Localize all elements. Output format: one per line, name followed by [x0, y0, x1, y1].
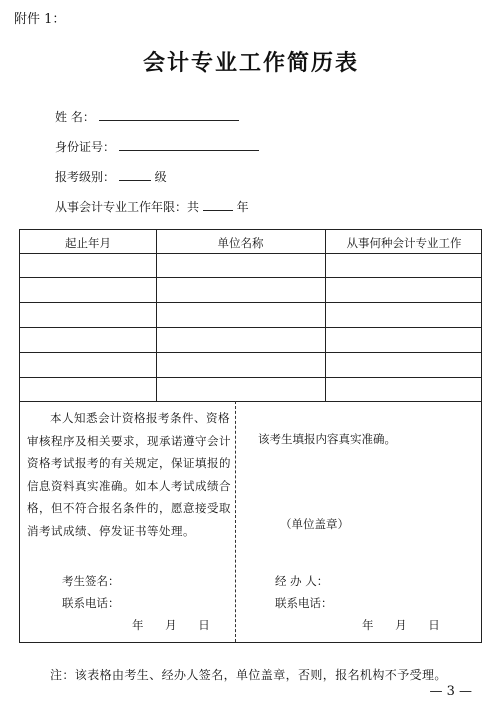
id-field [55, 138, 259, 155]
years-label: 从事会计专业工作年限：共 [55, 200, 200, 214]
page-number: — 3 — [429, 684, 472, 699]
employer-confirmation: 该考生填报内容真实准确。 [258, 432, 396, 446]
candidate-phone-label: 联系电话： [62, 596, 120, 610]
level-input-line[interactable] [119, 169, 151, 181]
name-field [55, 108, 239, 125]
declaration-box [19, 401, 482, 643]
employer-seal: （单位盖章） [280, 517, 349, 531]
years-suffix: 年 [236, 200, 249, 214]
column-divider [325, 230, 326, 401]
table-row-line [20, 352, 481, 353]
table-row-line [20, 253, 481, 254]
id-label: 身份证号： [55, 140, 116, 154]
handler-phone-label: 联系电话： [275, 596, 333, 610]
employer-date: 年 月 日 [362, 618, 440, 632]
years-input-line[interactable] [203, 199, 233, 211]
level-label: 报考级别： [55, 170, 116, 184]
header-work-type: 从事何种会计专业工作 [346, 236, 462, 250]
work-history-table [19, 229, 482, 402]
table-row-line [20, 377, 481, 378]
footnote: 注：该表格由考生、经办人签名，单位盖章，否则，报名机构不予受理。 [50, 668, 447, 682]
candidate-declaration: 本人知悉会计资格报考条件、资格审核程序及相关要求，现承诺遵守会计资格考试报考的有关规定，保证填报的信息资料真实准确。如本人考试成绩合格，但不符合报名条件的，愿意接受取消考试成绩、停发证书等处理。 [27, 411, 231, 538]
section-divider [235, 401, 236, 642]
table-row-line [20, 327, 481, 328]
header-employer: 单位名称 [217, 236, 264, 250]
attachment-label: 附件 1： [14, 12, 66, 27]
id-input-line[interactable] [119, 139, 259, 151]
name-input-line[interactable] [99, 109, 239, 121]
header-period: 起止年月 [65, 236, 111, 250]
years-field [55, 198, 249, 215]
candidate-date: 年 月 日 [132, 618, 210, 632]
column-divider [156, 230, 157, 401]
candidate-signature-label: 考生签名： [62, 574, 120, 588]
form-title: 会计专业工作简历表 [142, 51, 359, 76]
table-row-line [20, 302, 481, 303]
name-label: 姓 名： [55, 110, 95, 124]
level-suffix: 级 [154, 170, 167, 184]
handler-label: 经 办 人： [275, 574, 329, 588]
level-field [55, 168, 167, 185]
table-row-line [20, 277, 481, 278]
